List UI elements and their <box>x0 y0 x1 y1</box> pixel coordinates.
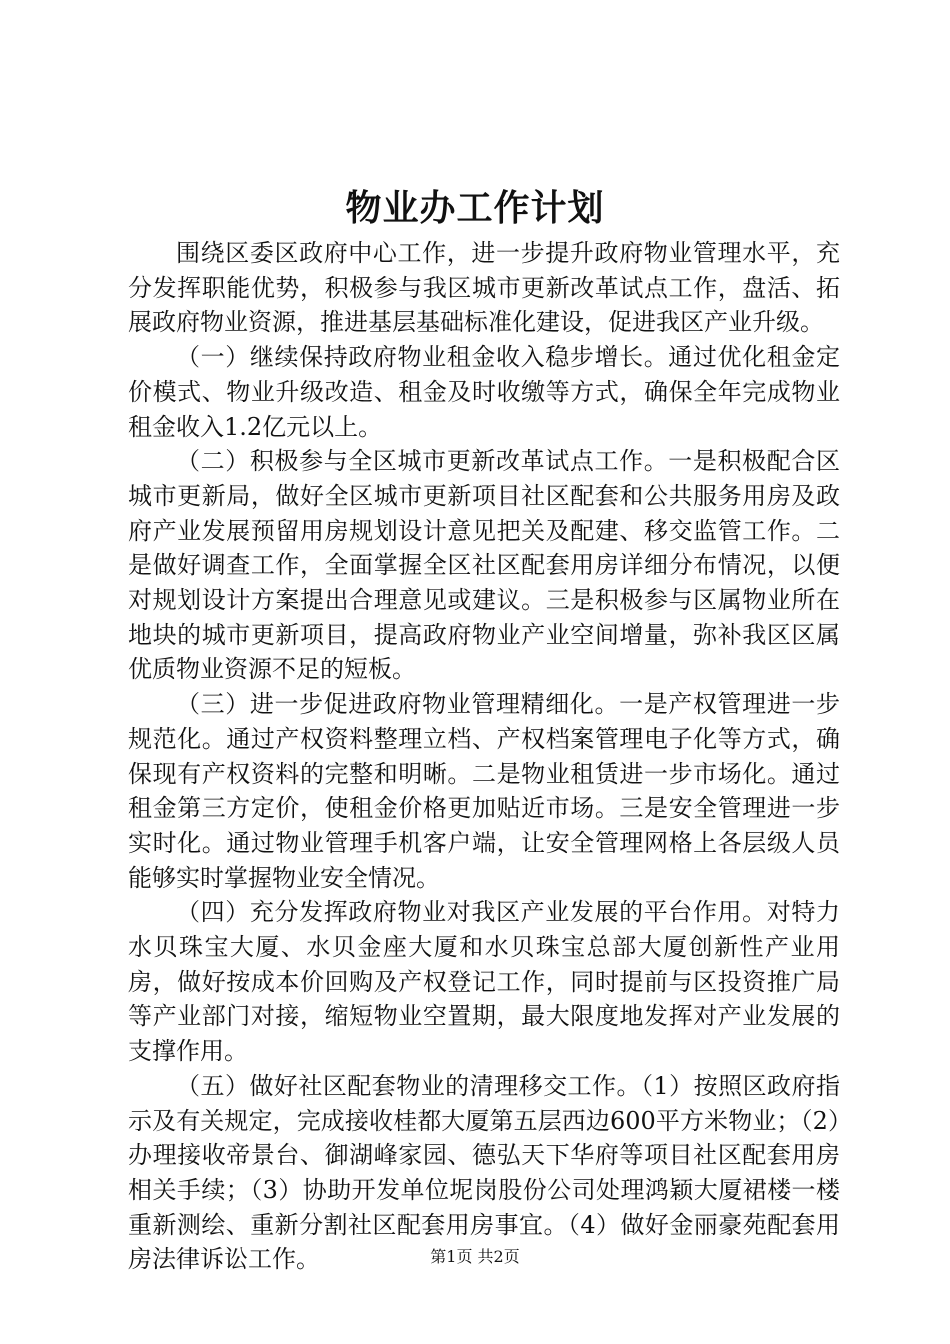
paragraph-section-5: （五）做好社区配套物业的清理移交工作。（1）按照区政府指示及有关规定，完成接收桂都大厦第五层西边600平方米物业；（2）办理接收帝景台、御湖峰家园、德弘天下华府等项目社区配套用房相关手续；（3）协助开发单位坭岗股份公司处理鸿颖大厦裙楼一楼重新测绘、重新分割社区配套用房事宜。（4）做好金丽豪苑配套用房法律诉讼工作。 <box>128 1071 840 1274</box>
document-body <box>128 236 840 1277</box>
paragraph-section-3: （三）进一步促进政府物业管理精细化。一是产权管理进一步规范化。通过产权资料整理立档、产权档案管理电子化等方式，确保现有产权资料的完整和明晰。二是物业租赁进一步市场化。通过租金第三方定价，使租金价格更加贴近市场。三是安全管理进一步实时化。通过物业管理手机客户端，让安全管理网格上各层级人员能够实时掌握物业安全情况。 <box>128 690 840 892</box>
paragraph-intro: 围绕区委区政府中心工作，进一步提升政府物业管理水平，充分发挥职能优势，积极参与我区城市更新改革试点工作，盘活、拓展政府物业资源，推进基层基础标准化建设，促进我区产业升级。 <box>128 239 840 337</box>
paragraph-section-1: （一）继续保持政府物业租金收入稳步增长。通过优化租金定价模式、物业升级改造、租金及时收缴等方式，确保全年完成物业租金收入1.2亿元以上。 <box>128 343 840 441</box>
page-number-footer: 第1页 共2页 <box>430 1247 520 1266</box>
paragraph-section-2: （二）积极参与全区城市更新改革试点工作。一是积极配合区城市更新局，做好全区城市更新项目社区配套和公共服务用房及政府产业发展预留用房规划设计意见把关及配建、移交监管工作。二是做好调查工作，全面掌握全区社区配套用房详细分布情况，以便对规划设计方案提出合理意见或建议。三是积极参与区属物业所在地块的城市更新项目，提高政府物业产业空间增量，弥补我区区属优质物业资源不足的短板。 <box>128 447 840 684</box>
document-title: 物业办工作计划 <box>345 187 605 229</box>
paragraph-section-4: （四）充分发挥政府物业对我区产业发展的平台作用。对特力水贝珠宝大厦、水贝金座大厦和水贝珠宝总部大厦创新性产业用房，做好按成本价回购及产权登记工作，同时提前与区投资推广局等产业部门对接，缩短物业空置期，最大限度地发挥对产业发展的支撑作用。 <box>128 898 840 1066</box>
